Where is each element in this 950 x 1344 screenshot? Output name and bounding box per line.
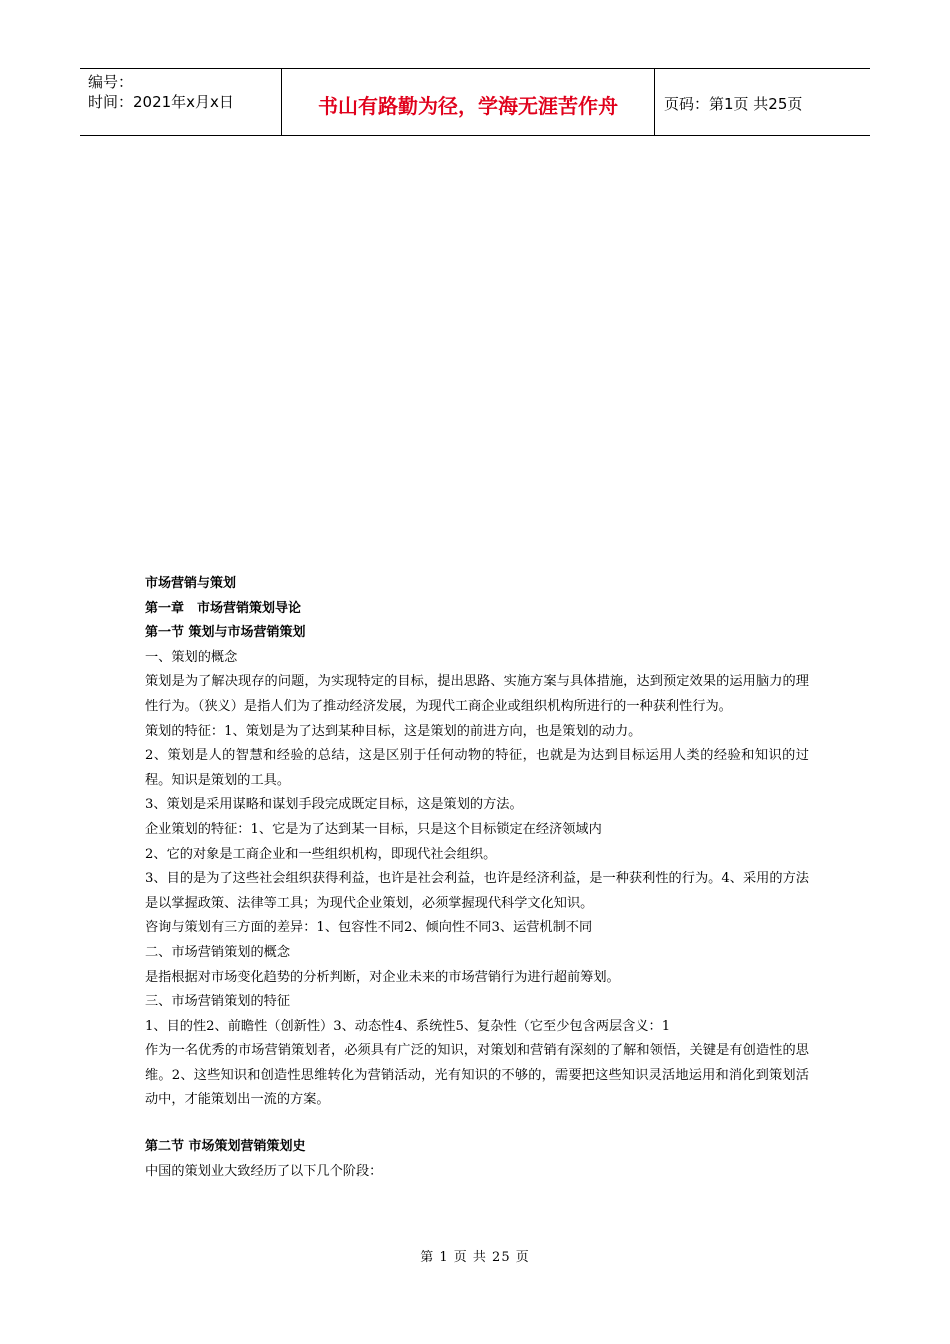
motto-cell — [282, 69, 655, 135]
chapter-heading: 第一章 市场营销策划导论 — [145, 600, 302, 616]
date-label: 时间：2021年x月x日 — [88, 93, 234, 111]
section-heading-2: 第二节 市场策划营销策划史 — [145, 1139, 306, 1155]
header-table — [80, 68, 870, 136]
paragraph: 咨询与策划有三方面的差异：1、包容性不同2、倾向性不同3、运营机制不同 — [145, 920, 593, 936]
serial-label: 编号： — [88, 73, 134, 91]
motto-text: 书山有路勤为径，学海无涯苦作舟 — [318, 93, 618, 118]
paragraph: 2、策划是人的智慧和经验的总结，这是区别于任何动物的特征，也就是为达到目标运用人类的经验和知识的过程。知识是策划的工具。 — [145, 748, 809, 788]
paragraph: 中国的策划业大致经历了以下几个阶段： — [145, 1163, 383, 1179]
paragraph: 一、策划的概念 — [145, 649, 238, 665]
paragraph: 1、目的性2、前瞻性（创新性）3、动态性4、系统性5、复杂性（它至少包含两层含义：1 — [145, 1018, 671, 1034]
page-footer — [0, 1246, 950, 1265]
spacer — [145, 1113, 809, 1135]
page-info-cell — [655, 69, 870, 135]
footer-page-number: 第 1 页 共 25 页 — [420, 1250, 530, 1265]
paragraph: 三、市场营销策划的特征 — [145, 994, 291, 1010]
document-body — [145, 572, 809, 1184]
paragraph: 策划是为了解决现存的问题，为实现特定的目标，提出思路、实施方案与具体措施，达到预定效果的运用脑力的理性行为。（狭义）是指人们为了推动经济发展，为现代工商企业或组织机构所进行的一种获利性行为。 — [145, 674, 809, 714]
paragraph: 3、目的是为了这些社会组织获得利益，也许是社会利益，也许是经济利益，是一种获利性的行为。4、采用的方法是以掌握政策、法律等工具；为现代企业策划，必须掌握现代科学文化知识。 — [145, 871, 809, 911]
paragraph: 3、策划是采用谋略和谋划手段完成既定目标，这是策划的方法。 — [145, 797, 523, 813]
page-info-text: 页码：第1页 共25页 — [664, 94, 803, 113]
paragraph: 作为一名优秀的市场营销策划者，必须具有广泛的知识，对策划和营销有深刻的了解和领悟，关键是有创造性的思维。2、这些知识和创造性思维转化为营销活动，光有知识的不够的，需要把这些知识灵活地运用和消化到策划活动中，才能策划出一流的方案。 — [145, 1043, 809, 1108]
document-title: 市场营销与策划 — [145, 576, 237, 591]
header-meta-cell — [80, 69, 282, 135]
paragraph: 策划的特征：1、策划是为了达到某种目标，这是策划的前进方向，也是策划的动力。 — [145, 723, 642, 739]
paragraph: 是指根据对市场变化趋势的分析判断，对企业未来的市场营销行为进行超前筹划。 — [145, 969, 620, 985]
paragraph: 二、市场营销策划的概念 — [145, 944, 291, 960]
paragraph: 企业策划的特征：1、它是为了达到某一目标，只是这个目标锁定在经济领域内 — [145, 821, 602, 837]
section-heading-1: 第一节 策划与市场营销策划 — [145, 625, 306, 641]
paragraph: 2、它的对象是工商企业和一些组织机构，即现代社会组织。 — [145, 846, 497, 862]
